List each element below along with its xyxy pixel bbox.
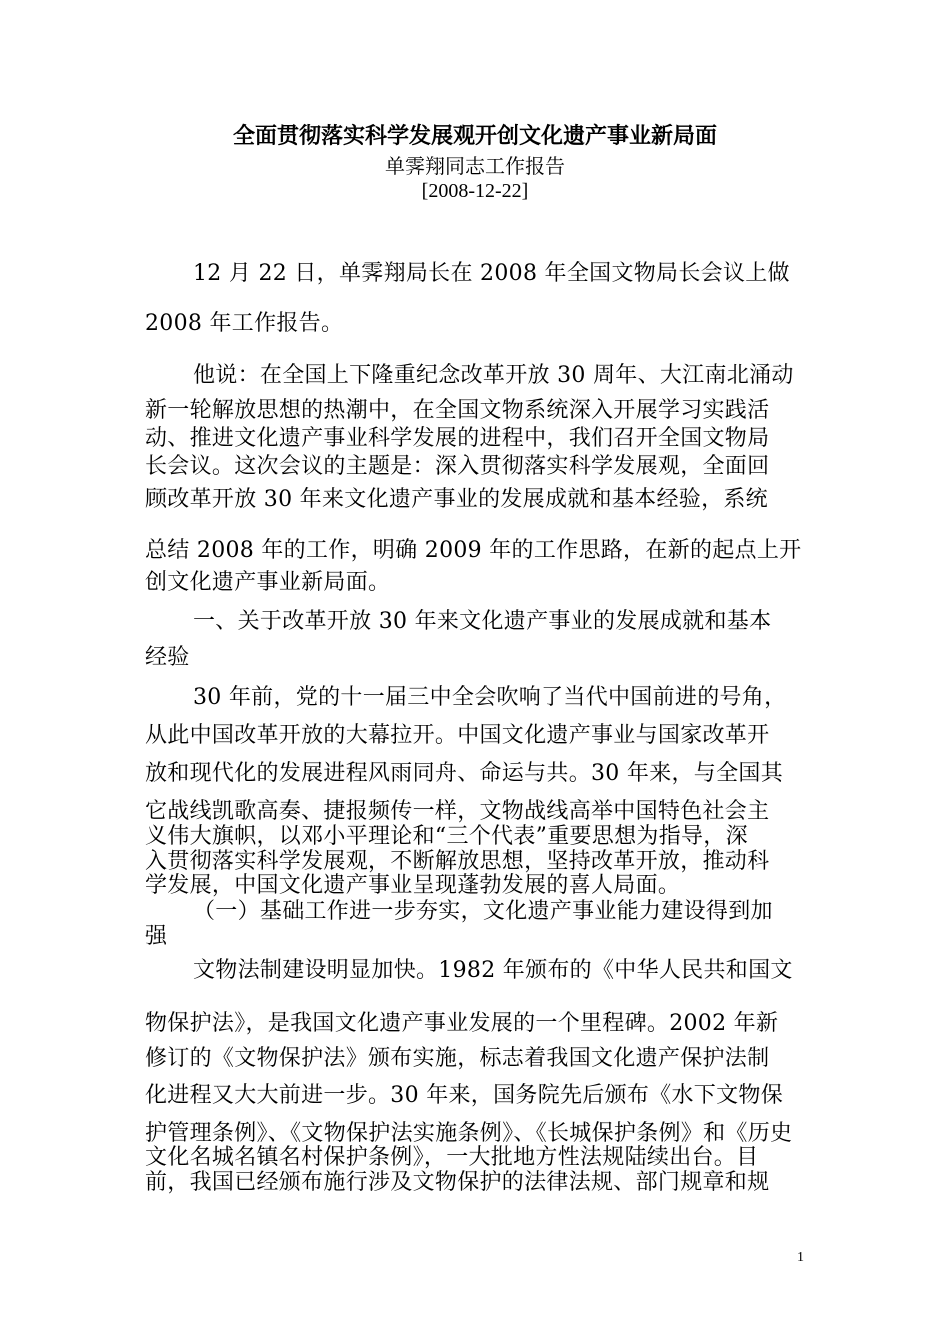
section-heading: 经验 (145, 645, 190, 670)
text-line: 2008 年工作报告。 (145, 311, 344, 336)
text-line: 创文化遗产事业新局面。 (145, 570, 391, 595)
text-line: 从此中国改革开放的大幕拉开。中国文化遗产事业与国家改革开 (145, 723, 770, 748)
page-number: 1 (797, 1250, 804, 1265)
document-date: [2008-12-22] (421, 180, 529, 202)
text-line: 新一轮解放思想的热潮中，在全国文物系统深入开展学习实践活 (145, 398, 770, 423)
text-line: 30 年前，党的十一届三中全会吹响了当代中国前进的号角， (193, 685, 787, 710)
text-line: 顾改革开放 30 年来文化遗产事业的发展成就和基本经验，系统 (145, 487, 768, 512)
text-line: 学发展，中国文化遗产事业呈现蓬勃发展的喜人局面。 (145, 873, 681, 898)
text-line: 12 月 22 日，单霁翔局长在 2008 年全国文物局长会议上做 (193, 261, 790, 286)
text-line: 文化名城名镇名村保护条例》，一大批地方性法规陆续出台。目 (145, 1145, 759, 1170)
text-line: 入贯彻落实科学发展观，不断解放思想，坚持改革开放，推动科 (145, 849, 770, 874)
text-line: 文物法制建设明显加快。1982 年颁布的《中华人民共和国文 (193, 958, 793, 983)
section-heading: 强 (145, 924, 168, 949)
section-heading: 一、关于改革开放 30 年来文化遗产事业的发展成就和基本 (193, 609, 772, 634)
text-line: 长会议。这次会议的主题是：深入贯彻落实科学发展观，全面回 (145, 454, 770, 479)
text-line: 修订的《文物保护法》颁布实施，标志着我国文化遗产保护法制 (145, 1046, 770, 1071)
text-line: 化进程又大大前进一步。30 年来，国务院先后颁布《水下文物保 (145, 1083, 783, 1108)
text-line: 物保护法》，是我国文化遗产事业发展的一个里程碑。2002 年新 (145, 1011, 779, 1036)
text-line: 总结 2008 年的工作，明确 2009 年的工作思路，在新的起点上开 (145, 538, 802, 563)
text-line: 他说：在全国上下隆重纪念改革开放 30 周年、大江南北涌动 (193, 363, 794, 388)
section-heading: （一）基础工作进一步夯实，文化遗产事业能力建设得到加 (193, 899, 773, 924)
text-line: 放和现代化的发展进程风雨同舟、命运与共。30 年来，与全国其 (145, 761, 783, 786)
text-line: 动、推进文化遗产事业科学发展的进程中，我们召开全国文物局 (145, 426, 770, 451)
text-line: 前，我国已经颁布施行涉及文物保护的法律法规、部门规章和规 (145, 1170, 770, 1195)
text-line: 它战线凯歌高奏、捷报频传一样，文物战线高举中国特色社会主 (145, 799, 770, 824)
document-title: 全面贯彻落实科学发展观开创文化遗产事业新局面 (232, 124, 717, 149)
text-line: 护管理条例》、《文物保护法实施条例》、《长城保护条例》和《历史 (145, 1121, 793, 1146)
document-header (0, 120, 950, 204)
document-subtitle: 单霁翔同志工作报告 (385, 154, 565, 178)
text-line: 义伟大旗帜，以邓小平理论和“三个代表”重要思想为指导，深 (145, 824, 748, 849)
